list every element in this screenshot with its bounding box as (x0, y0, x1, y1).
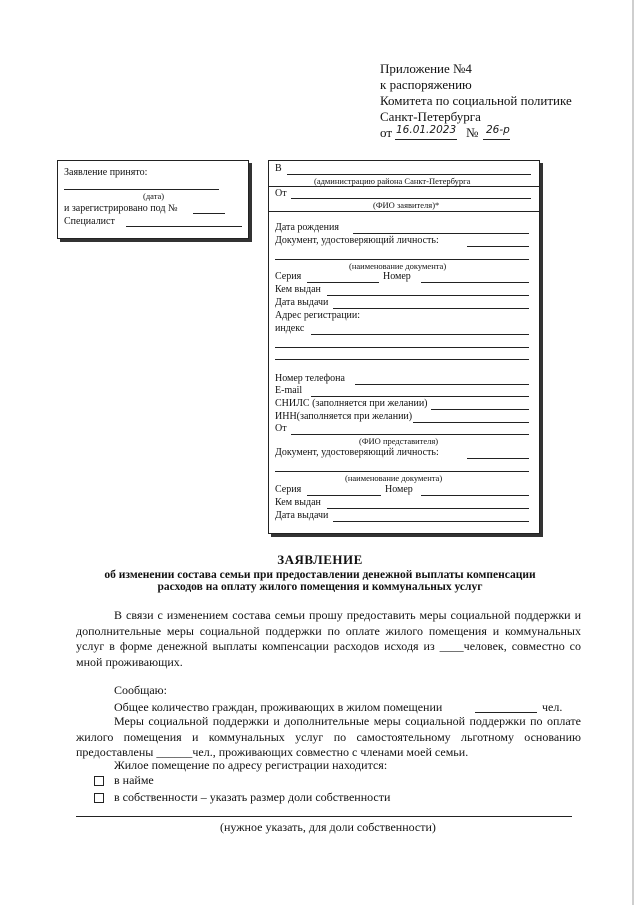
address-line-2[interactable] (275, 359, 529, 360)
count-field[interactable] (475, 712, 537, 713)
issued-by-label: Кем выдан (275, 284, 321, 295)
fio-caption: (ФИО заявителя)* (373, 200, 440, 210)
rep-issue-date-label: Дата выдачи (275, 510, 329, 521)
email-label: E-mail (275, 385, 303, 396)
rep-doc-name-caption: (наименование документа) (345, 473, 443, 483)
document-title: ЗАЯВЛЕНИЕ (277, 552, 363, 567)
ownership-option-label: в собственности – указать размер доли собственности (114, 790, 391, 804)
inn-label: ИНН(заполняется при желании) (275, 411, 413, 422)
appendix-title: Приложение №4 (380, 61, 472, 76)
measures-paragraph: Меры социальной поддержки и дополнительные меры социальной поддержки по оплате жилого помещения и коммунальных услуг по самостоятельному льготному основанию предоставлены ______чел., проживающих совместно с членами моей семьи. (76, 714, 581, 759)
snils-label: СНИЛС (заполняется при желании) (275, 398, 428, 409)
email-field[interactable] (311, 396, 529, 397)
appendix-number-label: № (466, 125, 479, 140)
count-unit: чел. (542, 700, 563, 714)
to-label: В (275, 163, 282, 174)
date-field[interactable] (64, 189, 219, 190)
index-field[interactable] (311, 334, 529, 335)
appendix-line-4: Санкт-Петербурга (380, 109, 481, 124)
from-label: От (275, 188, 287, 199)
specialist-label: Специалист (64, 216, 115, 227)
doc-name-field[interactable] (275, 259, 529, 260)
issue-date-field[interactable] (333, 308, 529, 309)
rep-series-label: Серия (275, 484, 302, 495)
divider (269, 186, 539, 187)
rep-issued-by-label: Кем выдан (275, 497, 321, 508)
document-heading (0, 552, 640, 593)
rep-fio-field[interactable] (291, 434, 529, 435)
inform-label: Сообщаю: (114, 683, 167, 697)
document-subtitle-2: расходов на оплату жилого помещения и коммунальных услуг (157, 581, 483, 593)
birth-date-label: Дата рождения (275, 222, 339, 233)
address-line-1[interactable] (275, 347, 529, 348)
rent-checkbox[interactable] (94, 776, 104, 786)
series-label: Серия (275, 271, 302, 282)
fio-field[interactable] (291, 198, 531, 199)
phone-label: Номер телефона (275, 373, 345, 384)
appendix-from-label: от (380, 125, 393, 140)
series-field[interactable] (307, 282, 379, 283)
registration-number-field[interactable] (193, 213, 225, 214)
accepted-label: Заявление принято: (64, 167, 148, 178)
rent-option-label: в найме (114, 773, 154, 787)
scan-edge (632, 0, 634, 905)
inn-field[interactable] (413, 422, 529, 423)
housing-label: Жилое помещение по адресу регистрации находится: (114, 758, 388, 772)
registered-label: и зарегистрировано под № (64, 203, 178, 214)
rep-id-doc-field[interactable] (467, 458, 529, 459)
phone-field[interactable] (355, 384, 529, 385)
ownership-checkbox[interactable] (94, 793, 104, 803)
reg-address-label: Адрес регистрации: (275, 310, 361, 321)
index-label: индекс (275, 323, 305, 334)
specialist-field[interactable] (126, 226, 242, 227)
birth-date-field[interactable] (353, 233, 529, 234)
admin-field[interactable] (287, 174, 531, 175)
doc-name-caption: (наименование документа) (349, 261, 447, 271)
snils-field[interactable] (431, 409, 529, 410)
ownership-caption: (нужное указать, для доли собственности) (220, 820, 436, 834)
rep-from-label: От (275, 423, 287, 434)
request-paragraph: В связи с изменением состава семьи прошу предоставить меры социальной поддержки и дополнительные меры социальной поддержки по оплате жилого помещения и коммунальных услуг в форме денежной выплаты компенсации расходов исходя из ____человек, совместно со мной проживающих. (76, 608, 581, 669)
number-label: Номер (383, 271, 411, 282)
issued-by-field[interactable] (327, 295, 529, 296)
divider (269, 211, 539, 212)
rep-series-field[interactable] (307, 495, 381, 496)
document-subtitle-1: об изменении состава семьи при предоставлении денежной выплаты компенсации (104, 569, 536, 581)
ownership-share-field[interactable] (76, 816, 572, 817)
id-doc-field[interactable] (467, 246, 529, 247)
rep-issue-date-field[interactable] (333, 521, 529, 522)
rep-fio-caption: (ФИО представителя) (359, 436, 439, 446)
rep-number-field[interactable] (421, 495, 529, 496)
issue-date-label: Дата выдачи (275, 297, 329, 308)
appendix-date: 16.01.2023 (396, 124, 457, 136)
count-label: Общее количество граждан, проживающих в жилом помещении (114, 700, 443, 714)
number-field[interactable] (421, 282, 529, 283)
rep-issued-by-field[interactable] (327, 508, 529, 509)
rep-number-label: Номер (385, 484, 413, 495)
received-box (57, 160, 249, 239)
number-underline (483, 139, 510, 140)
admin-caption: (администрацию района Санкт-Петербурга (314, 176, 471, 186)
date-caption: (дата) (143, 191, 165, 201)
appendix-number: 26-р (486, 124, 510, 136)
appendix-line-2: к распоряжению (380, 77, 472, 92)
date-underline (395, 139, 457, 140)
appendix-line-3: Комитета по социальной политике (380, 93, 572, 108)
id-doc-label: Документ, удостоверяющий личность: (275, 235, 439, 246)
rep-id-doc-label: Документ, удостоверяющий личность: (275, 447, 439, 458)
rep-doc-name-field[interactable] (275, 471, 529, 472)
applicant-box (268, 160, 540, 534)
